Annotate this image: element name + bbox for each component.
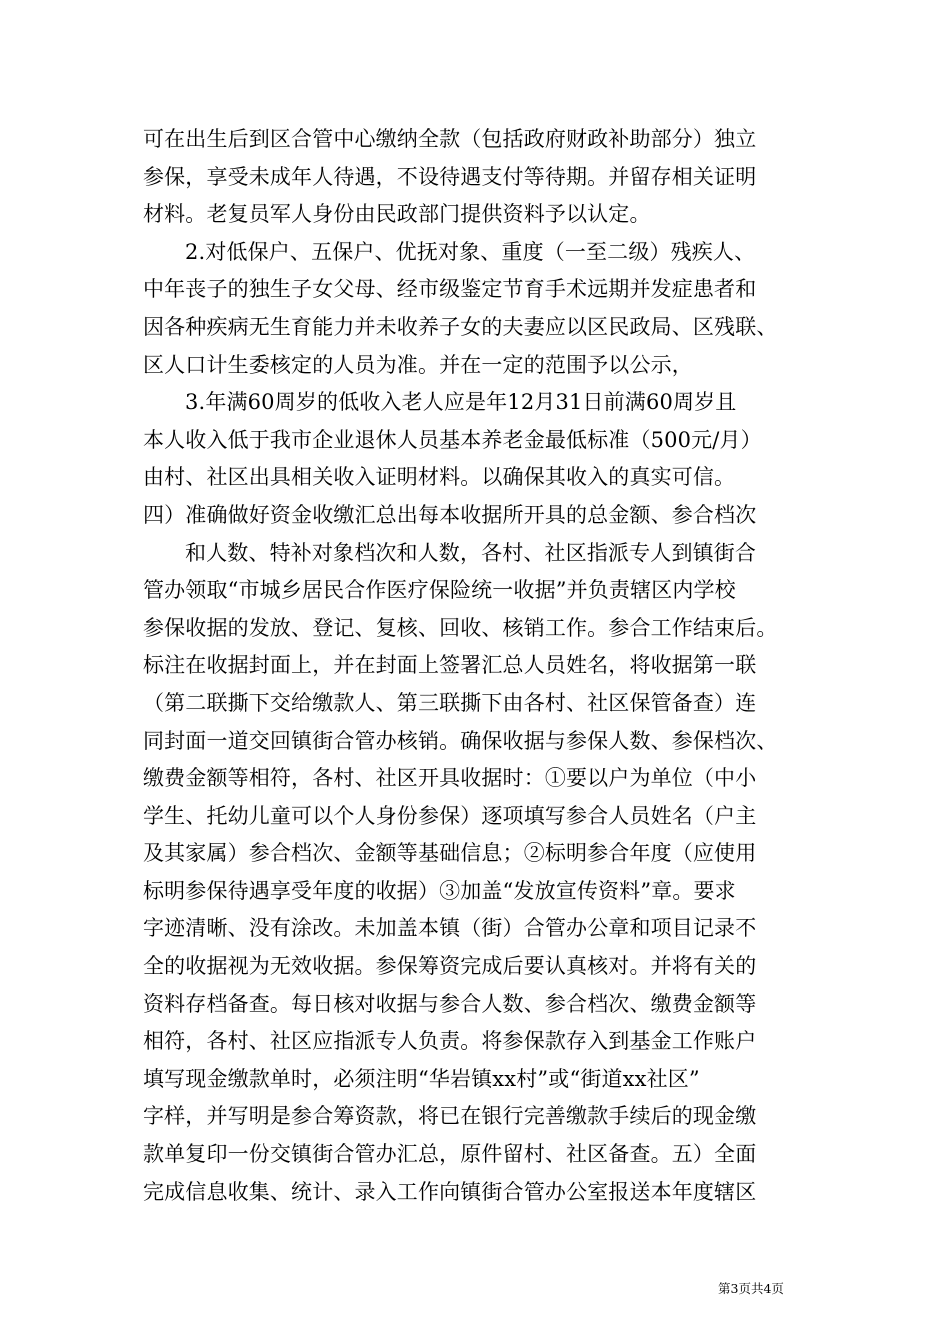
text-line: 相符，各村、社区应指派专人负责。将参保款存入到基金工作账户: [143, 1029, 757, 1054]
text-line: 可在出生后到区合管中心缴纳全款（包括政府财政补助部分）独立: [143, 127, 757, 151]
text-line: 标明参保待遇享受年度的收据）③加盖“发放宣传资料”章。要求: [143, 878, 736, 903]
text-line: 因各种疾病无生育能力并未收养子女的夫妻应以区民政局、区残联、: [143, 314, 778, 339]
text-line: 材料。老复员军人身份由民政部门提供资料予以认定。: [143, 202, 651, 227]
text-line: 2.对低保户、五保户、优抚对象、重度（一至二级）残疾人、: [185, 239, 756, 264]
text-line: （第二联撕下交给缴款人、第三联撕下由各村、社区保管备查）连: [143, 690, 757, 715]
text-line: 完成信息收集、统计、录入工作向镇街合管办公室报送本年度辖区: [143, 1179, 757, 1204]
text-line: 参保收据的发放、登记、复核、回收、核销工作。参合工作结束后。: [143, 615, 778, 640]
page-number: 第3页共4页: [718, 1281, 784, 1296]
text-line: 和人数、特补对象档次和人数，各村、社区指派专人到镇街合: [185, 540, 757, 565]
text-line: 由村、社区出具相关收入证明材料。以确保其收入的真实可信。: [143, 465, 736, 490]
text-line: 字迹清晰、没有涂改。未加盖本镇（街）合管办公章和项目记录不: [143, 916, 757, 941]
text-line: 四）准确做好资金收缴汇总出每本收据所开具的总金额、参合档次: [143, 502, 757, 527]
text-line: 学生、托幼儿童可以个人身份参保）逐项填写参合人员姓名（户主: [143, 803, 757, 828]
text-line: 填写现金缴款单时，必须注明“华岩镇xx村”或“街道xx社区”: [143, 1066, 700, 1091]
text-line: 款单复印一份交镇街合管办汇总，原件留村、社区备查。五）全面: [143, 1142, 757, 1167]
text-line: 全的收据视为无效收据。参保筹资完成后要认真核对。并将有关的: [143, 954, 757, 979]
text-line: 中年丧子的独生子女父母、经市级鉴定节育手术远期并发症患者和: [143, 277, 757, 302]
text-line: 3.年满60周岁的低收入老人应是年12月31日前满60周岁且: [185, 390, 737, 415]
text-line: 同封面一道交回镇街合管办核销。确保收据与参保人数、参保档次、: [143, 728, 778, 753]
text-line: 区人口计生委核定的人员为准。并在一定的范围予以公示，: [143, 352, 693, 377]
text-line: 缴费金额等相符，各村、社区开具收据时：①要以户为单位（中小: [143, 766, 757, 791]
document-body: [143, 121, 823, 1211]
text-line: 及其家属）参合档次、金额等基础信息；②标明参合年度（应使用: [143, 841, 757, 866]
text-line: 标注在收据封面上，并在封面上签署汇总人员姓名，将收据第一联: [143, 653, 757, 678]
text-line: 字样，并写明是参合筹资款，将已在银行完善缴款手续后的现金缴: [143, 1104, 757, 1129]
text-line: 管办领取“市城乡居民合作医疗保险统一收据”并负责辖区内学校: [143, 578, 736, 603]
text-line: 资料存档备查。每日核对收据与参合人数、参合档次、缴费金额等: [143, 991, 757, 1016]
text-line: 参保，享受未成年人待遇，不设待遇支付等待期。并留存相关证明: [143, 164, 757, 189]
text-line: 本人收入低于我市企业退休人员基本养老金最低标准（500元/月）: [143, 427, 762, 452]
